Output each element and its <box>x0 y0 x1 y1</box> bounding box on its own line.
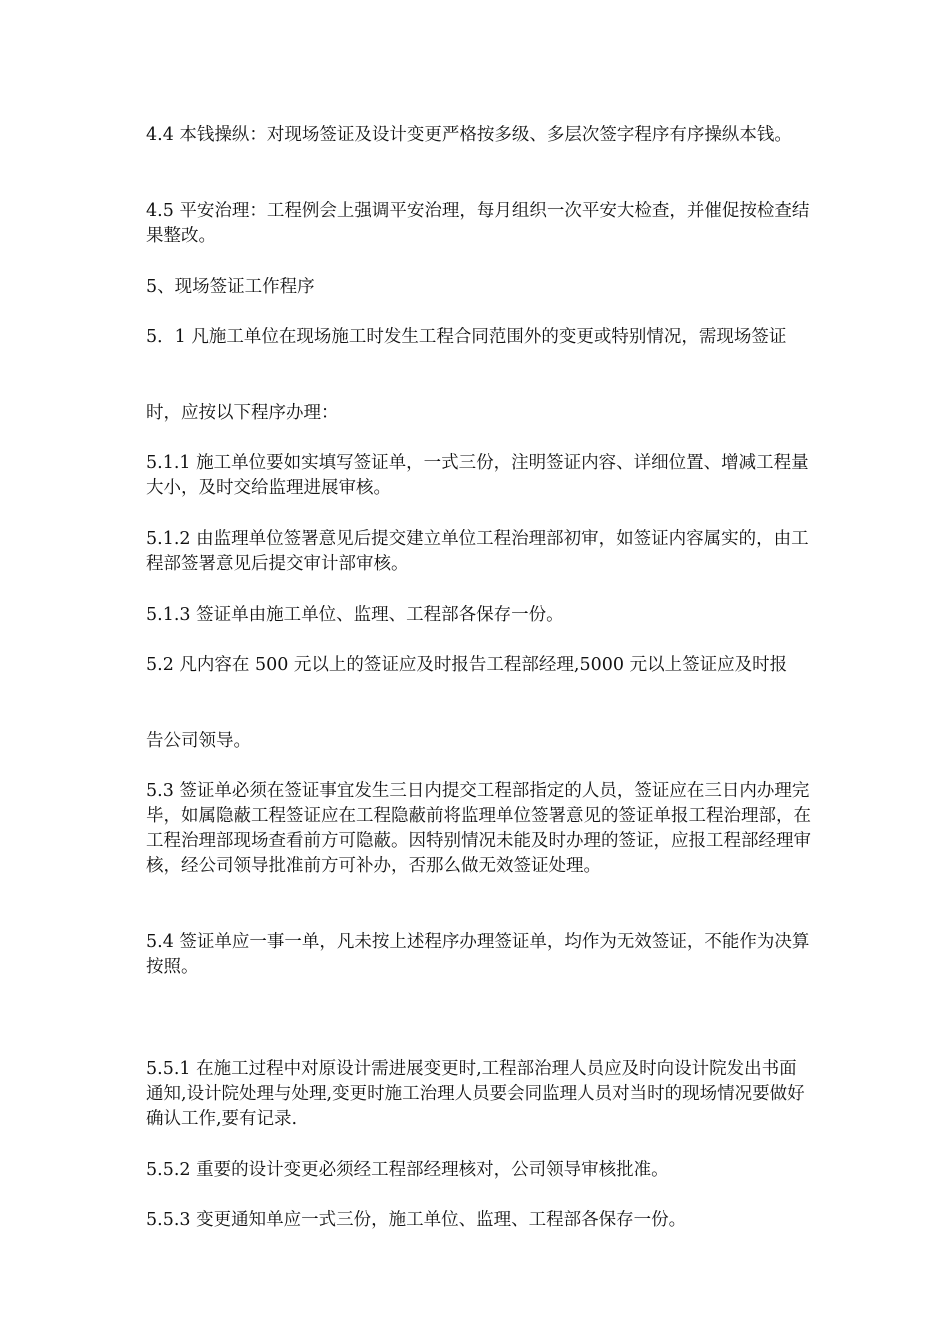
paragraph-5-5-1: 5.5.1 在施工过程中对原设计需进展变更时,工程部治理人员应及时向设计院发出书面通知,设计院处理与处理,变更时施工治理人员要会同监理人员对当时的现场情况要做好确认工作,要有记录. <box>146 1059 805 1129</box>
paragraph-4-4: 4.4 本钱操纵：对现场签证及设计变更严格按多级、多层次签字程序有序操纵本钱。 <box>146 125 792 145</box>
section-heading-5: 5、现场签证工作程序 <box>146 277 315 297</box>
paragraph-5-3: 5.3 签证单必须在签证事宜发生三日内提交工程部指定的人员，签证应在三日内办理完毕，如属隐蔽工程签证应在工程隐蔽前将监理单位签署意见的签证单报工程治理部，在工程治理部现场查看前方可隐蔽。因特别情况未能及时办理的签证，应报工程部经理审核，经公司领导批准前方可补办，否那么做无效签证处理。 <box>146 781 811 876</box>
paragraph-5-1: 5．1 凡施工单位在现场施工时发生工程合同范围外的变更或特别情况，需现场签证 <box>146 327 787 347</box>
paragraph-5-1-2: 5.1.2 由监理单位签署意见后提交建立单位工程治理部初审，如签证内容属实的，由工程部签署意见后提交审计部审核。 <box>146 529 809 574</box>
paragraph-5-1-1: 5.1.1 施工单位要如实填写签证单，一式三份，注明签证内容、详细位置、增减工程量大小，及时交给监理进展审核。 <box>146 453 809 498</box>
paragraph-5-5-3: 5.5.3 变更通知单应一式三份，施工单位、监理、工程部各保存一份。 <box>146 1210 687 1230</box>
paragraph-5-1-3: 5.1.3 签证单由施工单位、监理、工程部各保存一份。 <box>146 605 564 625</box>
paragraph-5-4: 5.4 签证单应一事一单，凡未按上述程序办理签证单，均作为无效签证，不能作为决算按照。 <box>146 932 810 977</box>
paragraph-4-5: 4.5 平安治理：工程例会上强调平安治理，每月组织一次平安大检查，并催促按检查结果整改。 <box>146 201 810 246</box>
paragraph-5-1-continued: 时，应按以下程序办理： <box>146 403 339 423</box>
paragraph-5-5-2: 5.5.2 重要的设计变更必须经工程部经理核对，公司领导审核批准。 <box>146 1160 669 1180</box>
paragraph-5-2: 5.2 凡内容在 500 元以上的签证应及时报告工程部经理,5000 元以上签证应及时报 <box>146 655 788 675</box>
paragraph-5-2-continued: 告公司领导。 <box>146 731 251 751</box>
